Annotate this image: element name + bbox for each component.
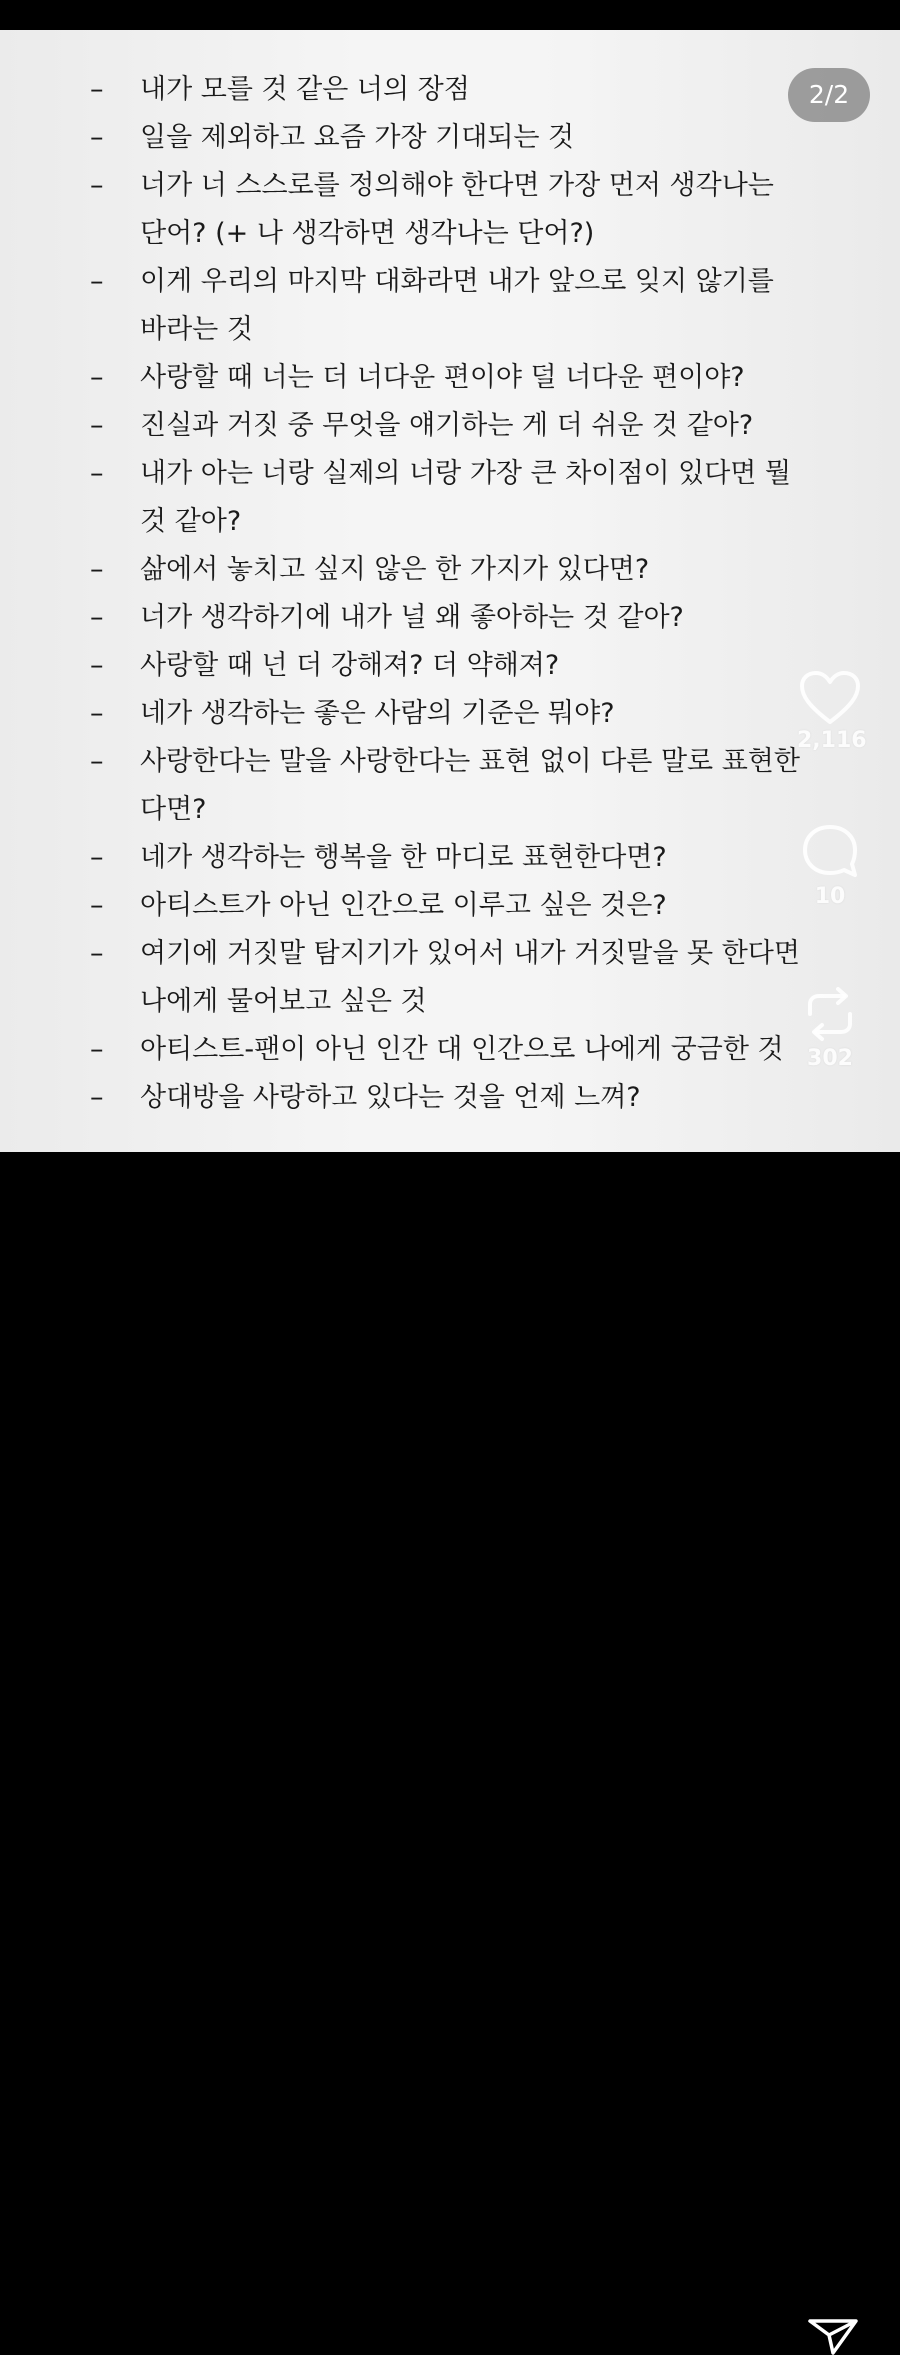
bullet-dash: – xyxy=(90,602,104,633)
share-icon[interactable] xyxy=(806,2315,860,2355)
question-text: 여기에 거짓말 탐지기가 있어서 내가 거짓말을 못 한다면 xyxy=(140,938,800,969)
question-text: 이게 우리의 마지막 대화라면 내가 앞으로 잊지 않기를 xyxy=(140,266,774,297)
like-button[interactable] xyxy=(797,670,867,754)
question-text: 것 같아? xyxy=(140,506,242,537)
question-text: 진실과 거짓 중 무엇을 얘기하는 게 더 쉬운 것 같아? xyxy=(140,410,754,441)
question-item xyxy=(0,882,900,930)
comment-icon xyxy=(800,822,860,882)
bullet-dash: – xyxy=(90,650,104,681)
comment-count: 10 xyxy=(814,884,846,909)
question-text: 사랑할 때 넌 더 강해져? 더 약해져? xyxy=(140,650,560,681)
question-text: 나에게 물어보고 싶은 것 xyxy=(140,986,427,1017)
repost-button[interactable] xyxy=(797,984,863,1072)
question-item xyxy=(0,162,900,210)
bullet-dash: – xyxy=(90,746,104,777)
heart-icon xyxy=(799,670,861,726)
question-item xyxy=(0,1074,900,1122)
like-count: 2,116 xyxy=(797,728,867,753)
question-text: 일을 제외하고 요즘 가장 기대되는 것 xyxy=(140,122,575,153)
question-text: 너가 생각하기에 내가 널 왜 좋아하는 것 같아? xyxy=(140,602,684,633)
bullet-dash: – xyxy=(90,698,104,729)
question-item-continuation xyxy=(0,210,900,258)
question-item xyxy=(0,402,900,450)
question-item xyxy=(0,834,900,882)
question-item xyxy=(0,1026,900,1074)
question-item xyxy=(0,354,900,402)
question-text: 사랑할 때 너는 더 너다운 편이야 덜 너다운 편이야? xyxy=(140,362,745,393)
question-text: 사랑한다는 말을 사랑한다는 표현 없이 다른 말로 표현한 xyxy=(140,746,800,777)
question-item-continuation xyxy=(0,978,900,1026)
bullet-dash: – xyxy=(90,122,104,153)
bullet-dash: – xyxy=(90,842,104,873)
question-text: 단어? (+ 나 생각하면 생각나는 단어?) xyxy=(140,218,595,249)
question-text: 삶에서 놓치고 싶지 않은 한 가지가 있다면? xyxy=(140,554,650,585)
question-item xyxy=(0,258,900,306)
question-text: 너가 너 스스로를 정의해야 한다면 가장 먼저 생각나는 xyxy=(140,170,774,201)
bullet-dash: – xyxy=(90,170,104,201)
question-text: 다면? xyxy=(140,794,207,825)
bullet-dash: – xyxy=(90,458,104,489)
bullet-dash: – xyxy=(90,890,104,921)
question-text: 아티스트-팬이 아닌 인간 대 인간으로 나에게 궁금한 것 xyxy=(140,1034,784,1065)
question-text: 상대방을 사랑하고 있다는 것을 언제 느껴? xyxy=(140,1082,641,1113)
question-text: 내가 아는 너랑 실제의 너랑 가장 큰 차이점이 있다면 뭘 xyxy=(140,458,792,489)
question-item xyxy=(0,930,900,978)
question-item-continuation xyxy=(0,786,900,834)
question-item xyxy=(0,690,900,738)
bullet-dash: – xyxy=(90,362,104,393)
repost-icon xyxy=(800,984,860,1044)
question-text: 내가 모를 것 같은 너의 장점 xyxy=(140,74,470,105)
bullet-dash: – xyxy=(90,554,104,585)
question-item xyxy=(0,594,900,642)
question-item-continuation xyxy=(0,498,900,546)
post-image xyxy=(0,30,900,1152)
page-indicator: 2/2 xyxy=(788,68,870,122)
question-item xyxy=(0,642,900,690)
question-item xyxy=(0,114,900,162)
question-item xyxy=(0,546,900,594)
question-text: 아티스트가 아닌 인간으로 이루고 싶은 것은? xyxy=(140,890,667,921)
bullet-dash: – xyxy=(90,1034,104,1065)
question-item xyxy=(0,66,900,114)
bullet-dash: – xyxy=(90,410,104,441)
bullet-dash: – xyxy=(90,74,104,105)
question-text: 바라는 것 xyxy=(140,314,253,345)
comment-button[interactable] xyxy=(797,822,863,910)
bullet-dash: – xyxy=(90,266,104,297)
bottom-bar xyxy=(0,1152,900,1200)
question-item-continuation xyxy=(0,306,900,354)
question-text: 네가 생각하는 좋은 사람의 기준은 뭐야? xyxy=(140,698,615,729)
bullet-dash: – xyxy=(90,938,104,969)
repost-count: 302 xyxy=(807,1046,853,1071)
question-text: 네가 생각하는 행복을 한 마디로 표현한다면? xyxy=(140,842,667,873)
bullet-dash: – xyxy=(90,1082,104,1113)
question-item xyxy=(0,450,900,498)
question-item xyxy=(0,738,900,786)
top-bar xyxy=(0,0,900,30)
